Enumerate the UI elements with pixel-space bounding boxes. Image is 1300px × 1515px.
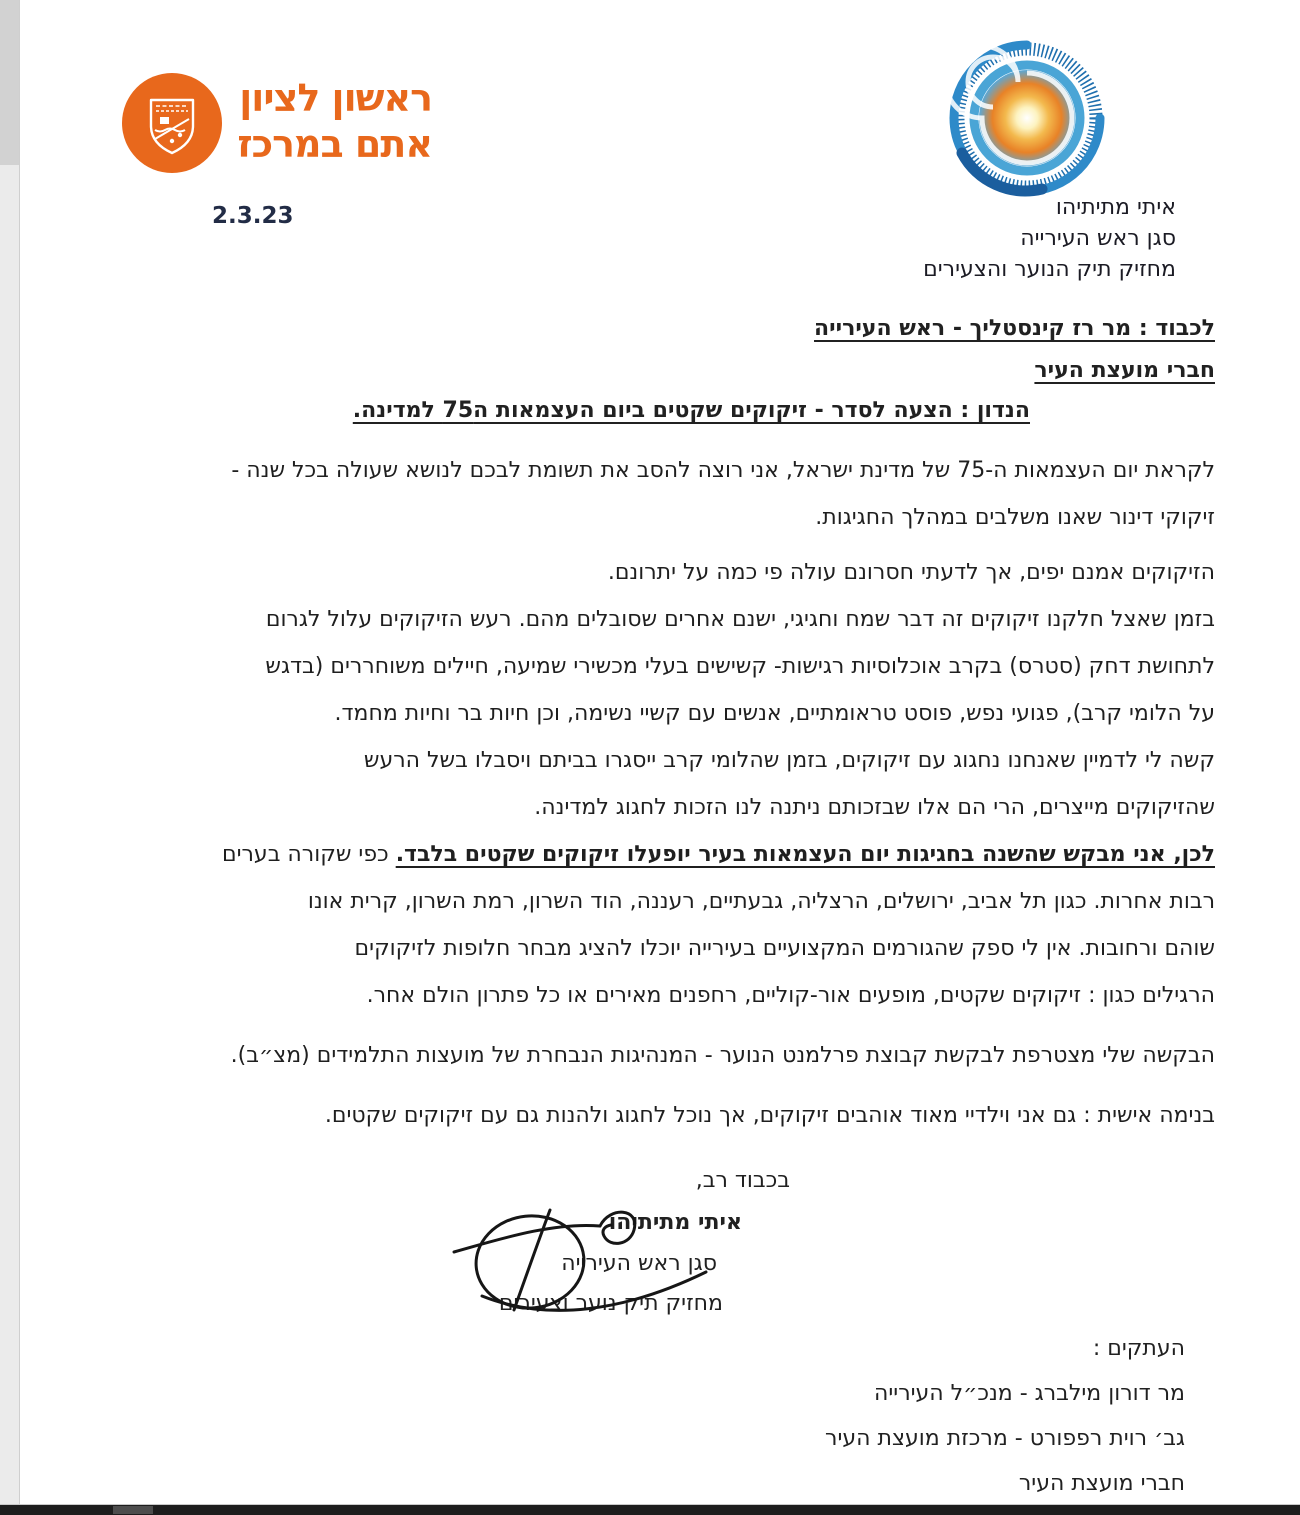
- recipient-line: לכבוד : מר רז קינסטליך - ראש העירייה: [814, 316, 1215, 341]
- text-line: לקראת יום העצמאות ה-75 של מדינת ישראל, אני רוצה להסב את תשומת לבכם לנושא שעולה בכל שנה -: [231, 458, 1215, 483]
- request-emphasis: לכן, אני מבקש שהשנה בחגיגות יום העצמאות בעיר יופעלו זיקוקים שקטים בלבד.: [395, 842, 1215, 867]
- letter-body: [40, 447, 1215, 1139]
- closing-salutation: בכבוד רב,: [695, 1168, 790, 1193]
- logo-line-2: אתם במרכז: [237, 122, 432, 166]
- copies-block: [825, 1326, 1185, 1506]
- text-line: בזמן שאצל חלקנו זיקוקים זה דבר שמח וחגיגי, ישנם אחרים שסובלים מהם. רעש הזיקוקים עלול לגרום: [265, 607, 1215, 632]
- sender-title: סגן ראש העירייה: [1020, 226, 1176, 251]
- request-tail: כפי שקורה בערים: [222, 842, 396, 867]
- text-line: על הלומי קרב), פגועי נפש, פוסט טראומתיים, אנשים עם קשיי נשימה, וכן חיות בר וחיות מחמד.: [334, 701, 1215, 726]
- spiral-sun-logo-icon: [942, 33, 1112, 207]
- signature-portfolio: מחזיק תיק נוער וצעירים: [498, 1291, 723, 1316]
- paragraph-2: [40, 549, 1215, 737]
- text-line: הרגילים כגון : זיקוקים שקטים, מופעים אור-קוליים, רחפנים מאירים או כל פתרון הולם אחר.: [366, 983, 1215, 1008]
- text-line: שהזיקוקים מייצרים, הרי הם אלו שבזכותם ניתנה לנו הזכות לחגוג למדינה.: [534, 795, 1215, 820]
- horizontal-scrollbar-thumb[interactable]: [113, 1506, 153, 1514]
- vertical-scrollbar[interactable]: [0, 0, 20, 1515]
- signature-name: איתי מתיתיהו: [608, 1210, 742, 1235]
- logo-line-1: ראשון לציון: [239, 76, 432, 120]
- paragraph-3: [40, 737, 1215, 831]
- text-line: הבקשה שלי מצטרפת לבקשת קבוצת פרלמנט הנוער - המנהיגות הנבחרת של מועצות התלמידים (מצ״ב).: [230, 1043, 1215, 1068]
- copies-item: חברי מועצת העיר: [1018, 1471, 1185, 1496]
- paragraph-5: [40, 1032, 1215, 1079]
- text-line: זיקוקי דינור שאנו משלבים במהלך החגיגות.: [815, 505, 1215, 530]
- copies-item: גב׳ רוית רפפורט - מרכזת מועצת העיר: [825, 1426, 1185, 1451]
- horizontal-scrollbar[interactable]: [0, 1504, 1300, 1515]
- text-line: רבות אחרות. כגון תל אביב, ירושלים, הרצליה, גבעתיים, רעננה, הוד השרון, רמת השרון, קרית אונו: [307, 889, 1215, 914]
- text-line: [40, 831, 1215, 878]
- logo-wordmark: [232, 75, 432, 167]
- municipality-logo: [122, 73, 432, 183]
- letter-date: 2.3.23: [212, 203, 294, 229]
- text-line: בנימה אישית : גם אני וילדיי מאוד אוהבים זיקוקים, אך נוכל לחגוג ולהנות גם עם זיקוקים שקטים.: [324, 1103, 1215, 1128]
- subject-line: הנדון : הצעה לסדר - זיקוקים שקטים ביום העצמאות ה75 למדינה.: [352, 398, 1030, 423]
- paragraph-1: [40, 447, 1215, 541]
- copies-item: מר דורון מילברג - מנכ״ל העירייה: [873, 1381, 1185, 1406]
- paragraph-6: [40, 1092, 1215, 1139]
- paragraph-request: [40, 831, 1215, 1019]
- handwritten-signature-icon: [452, 1198, 714, 1330]
- sender-name: איתי מתיתיהו: [1055, 195, 1176, 220]
- text-line: שוהם ורחובות. אין לי ספק שהגורמים המקצועיים בעירייה יוכלו להציג מבחר חלופות לזיקוקים: [354, 936, 1215, 961]
- vertical-scrollbar-thumb[interactable]: [0, 0, 19, 165]
- text-line: לתחושת דחק (סטרס) בקרב אוכלוסיות רגישות- קשישים בעלי מכשירי שמיעה, חיילים משוחררים (בדגש: [265, 654, 1215, 679]
- copies-label: העתקים :: [1092, 1336, 1185, 1361]
- recipient-cc-line: חברי מועצת העיר: [1034, 358, 1215, 383]
- sender-block: [923, 192, 1176, 285]
- rishon-lezion-emblem-icon: [122, 73, 222, 177]
- signature-title: סגן ראש העירייה: [561, 1251, 717, 1276]
- sender-portfolio: מחזיק תיק הנוער והצעירים: [923, 257, 1176, 282]
- text-line: קשה לי לדמיין שאנחנו נחגוג עם זיקוקים, בזמן שהלומי קרב ייסגרו בביתם ויסבלו בשל הרעש: [363, 748, 1215, 773]
- text-line: הזיקוקים אמנם יפים, אך לדעתי חסרונם עולה פי כמה על יתרונם.: [607, 560, 1215, 585]
